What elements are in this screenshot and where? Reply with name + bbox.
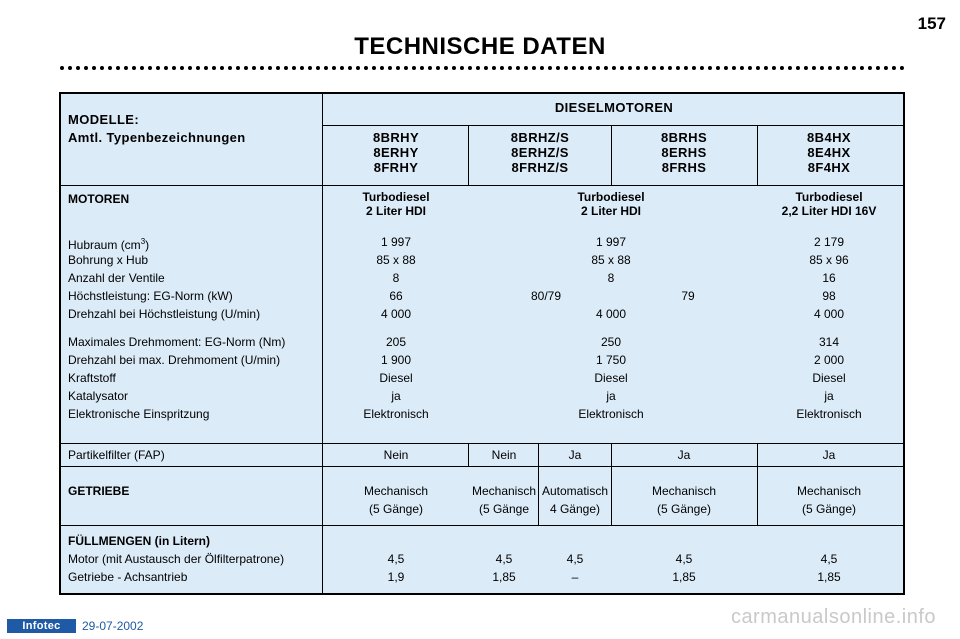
dotted-rule — [60, 66, 905, 70]
value-cell: 85 x 88 — [591, 253, 631, 267]
value-cell: 85 x 96 — [809, 253, 849, 267]
value-cell: 4 000 — [813, 307, 845, 321]
value-cell: 1 997 — [595, 235, 627, 249]
value-cell: 16 — [822, 271, 836, 285]
footer-date: 29-07-2002 — [82, 619, 144, 633]
watermark-site: carmanualsonline.info — [730, 606, 936, 628]
motoren-label: MOTOREN — [68, 192, 130, 206]
model-code: 8ERHS — [661, 145, 707, 160]
divider-model-3 — [757, 125, 758, 185]
divider-fuellmengen — [61, 525, 905, 526]
engine-type: Turbodiesel 2,2 Liter HDI 16V — [781, 190, 877, 218]
row-label-max-torque: Maximales Drehmoment: EG-Norm (Nm) — [68, 335, 286, 349]
value-cell: 4,5 — [566, 552, 584, 566]
value-cell: Diesel — [812, 371, 846, 385]
row-label-valves: Anzahl der Ventile — [68, 271, 165, 285]
value-cell: 1 900 — [380, 353, 412, 367]
value-cell: 1 997 — [380, 235, 412, 249]
fuellmengen-label: FÜLLMENGEN (in Litern) — [68, 534, 210, 548]
value-cell: Nein — [383, 448, 409, 462]
row-label-fap: Partikelfilter (FAP) — [68, 448, 165, 462]
model-code: 8BRHY — [372, 130, 420, 145]
page-title: TECHNISCHE DATEN — [354, 33, 606, 60]
divider-fap — [61, 443, 905, 444]
model-code: 8ERHZ/S — [511, 145, 569, 160]
value-cell: Elektronisch — [578, 407, 644, 421]
row-label-max-power: Höchstleistung: EG-Norm (kW) — [68, 289, 233, 303]
value-cell: 4,5 — [495, 552, 513, 566]
value-cell: ja — [391, 389, 401, 403]
value-cell: Diesel — [594, 371, 628, 385]
value-cell: Ja — [677, 448, 691, 462]
value-cell: 250 — [600, 335, 622, 349]
value-cell: 85 x 88 — [376, 253, 416, 267]
row-label-gearbox-oil: Getriebe - Achsantrieb — [68, 570, 188, 584]
value-cell: Mechanisch (5 Gänge — [471, 484, 537, 516]
divider-getriebe — [61, 466, 905, 467]
value-cell: 4 000 — [595, 307, 627, 321]
value-cell: 1,9 — [387, 570, 405, 584]
value-cell: 98 — [822, 289, 836, 303]
value-cell: ja — [824, 389, 834, 403]
value-cell: 4,5 — [820, 552, 838, 566]
model-code: 8B4HX — [807, 130, 851, 145]
divider-gear-3 — [757, 443, 758, 525]
value-cell: Elektronisch — [363, 407, 429, 421]
value-cell: 1,85 — [817, 570, 841, 584]
row-label-bore-stroke: Bohrung x Hub — [68, 253, 149, 267]
value-cell: 80/79 — [530, 289, 562, 303]
model-code: 8ERHY — [373, 145, 419, 160]
row-label-torque-rpm: Drehzahl bei max. Drehmoment (U/min) — [68, 353, 281, 367]
model-code: 8FRHS — [661, 160, 707, 175]
value-cell: Automatisch 4 Gänge) — [541, 484, 609, 516]
getriebe-label: GETRIEBE — [68, 484, 130, 498]
value-cell: – — [571, 570, 579, 584]
row-label-catalyst: Katalysator — [68, 389, 129, 403]
row-label-power-rpm: Drehzahl bei Höchstleistung (U/min) — [68, 307, 261, 321]
divider-gear-2 — [611, 443, 612, 525]
row-label-displacement: Hubraum $(cm^3)$ — [68, 237, 150, 252]
value-cell: 2 179 — [813, 235, 845, 249]
row-label-engine-oil: Motor (mit Austausch der Ölfilterpatrone) — [68, 552, 285, 566]
value-cell: ja — [606, 389, 616, 403]
value-cell: 205 — [385, 335, 407, 349]
value-cell: 79 — [681, 289, 695, 303]
divider-engine-group — [322, 125, 905, 126]
value-cell: 1,85 — [672, 570, 696, 584]
model-code: 8BRHZ/S — [510, 130, 570, 145]
engine-group-header: DIESELMOTOREN — [554, 100, 674, 115]
model-code: 8FRHY — [373, 160, 419, 175]
page-number: 157 — [917, 14, 946, 33]
divider-header — [61, 185, 905, 186]
value-cell: Elektronisch — [796, 407, 862, 421]
divider-gear-1 — [538, 443, 539, 525]
models-label: MODELLE: — [68, 112, 140, 127]
model-code: 8FRHZ/S — [511, 160, 569, 175]
engine-type: Turbodiesel 2 Liter HDI — [577, 190, 645, 218]
value-cell: Ja — [822, 448, 836, 462]
row-label-injection: Elektronische Einspritzung — [68, 407, 210, 421]
model-code: 8BRHS — [660, 130, 708, 145]
value-cell: 4 000 — [380, 307, 412, 321]
value-cell: 8 — [392, 271, 400, 285]
value-cell: 1,85 — [492, 570, 516, 584]
value-cell: Ja — [568, 448, 582, 462]
row-label-fuel: Kraftstoff — [68, 371, 116, 385]
value-cell: 1 750 — [595, 353, 627, 367]
value-cell: 4,5 — [387, 552, 405, 566]
divider-model-1 — [468, 125, 469, 185]
divider-label-column — [322, 94, 323, 595]
value-cell: Nein — [491, 448, 517, 462]
divider-model-2 — [611, 125, 612, 185]
type-designation-label: Amtl. Typenbezeichnungen — [68, 130, 246, 145]
value-cell: 66 — [389, 289, 403, 303]
infotec-logo: Infotec — [7, 619, 76, 633]
value-cell: 8 — [607, 271, 615, 285]
model-code: 8F4HX — [807, 160, 851, 175]
value-cell: 314 — [818, 335, 840, 349]
engine-type: Turbodiesel 2 Liter HDI — [362, 190, 430, 218]
divider-fap-1 — [468, 443, 469, 466]
value-cell: Mechanisch (5 Gänge) — [363, 484, 429, 516]
model-code: 8E4HX — [807, 145, 851, 160]
value-cell: 4,5 — [675, 552, 693, 566]
spec-table — [59, 92, 905, 595]
value-cell: Mechanisch (5 Gänge) — [796, 484, 862, 516]
value-cell: Mechanisch (5 Gänge) — [651, 484, 717, 516]
value-cell: 2 000 — [813, 353, 845, 367]
value-cell: Diesel — [379, 371, 413, 385]
